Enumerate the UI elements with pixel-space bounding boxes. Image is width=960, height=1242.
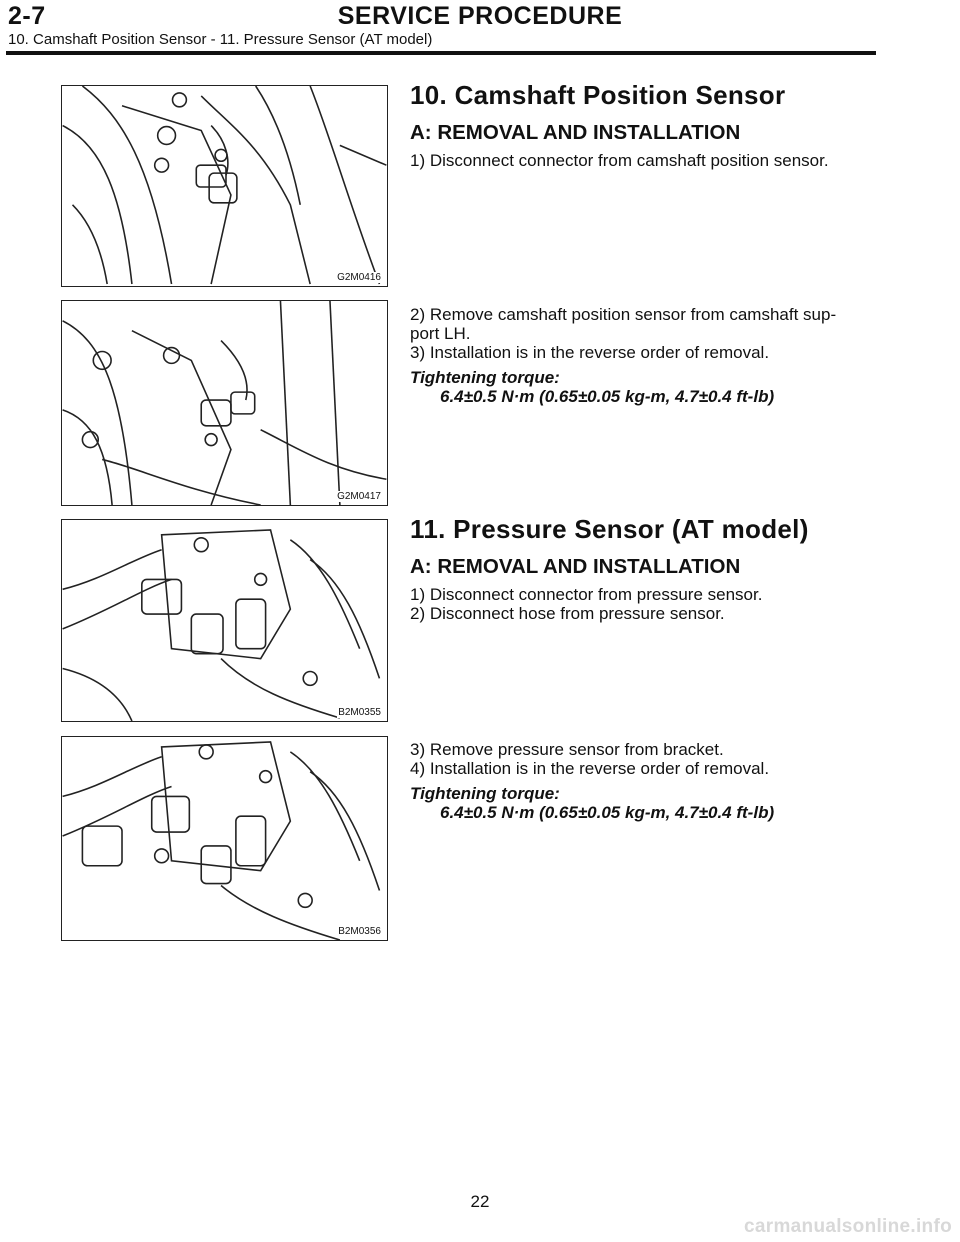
step-text: 2) Remove camshaft position sensor from camshaft sup- bbox=[410, 305, 837, 324]
figure-pressure-sensor-connector bbox=[61, 519, 388, 722]
figure-code: G2M0416 bbox=[337, 272, 381, 283]
watermark: carmanualsonline.info bbox=[744, 1216, 952, 1237]
section-10-continued bbox=[410, 305, 895, 406]
figure-illustration bbox=[62, 520, 387, 721]
torque-value: 6.4±0.5 N·m (0.65±0.05 kg-m, 4.7±0.4 ft-lb) bbox=[440, 803, 775, 822]
torque-label: Tightening torque: bbox=[410, 368, 560, 387]
figure-code: G2M0417 bbox=[337, 491, 381, 502]
figure-illustration bbox=[62, 301, 387, 505]
section-10 bbox=[410, 80, 895, 170]
step-text: 3) Remove pressure sensor from bracket. bbox=[410, 740, 724, 759]
figure-illustration bbox=[62, 737, 387, 940]
step-text: 2) Disconnect hose from pressure sensor. bbox=[410, 604, 725, 623]
header-rule bbox=[6, 51, 876, 55]
section-11-subtitle: A: REMOVAL AND INSTALLATION bbox=[410, 555, 741, 578]
step-text: 3) Installation is in the reverse order of removal. bbox=[410, 343, 770, 362]
figure-camshaft-sensor-removal bbox=[61, 300, 388, 506]
figure-pressure-sensor-removal bbox=[61, 736, 388, 941]
torque-value: 6.4±0.5 N·m (0.65±0.05 kg-m, 4.7±0.4 ft-lb) bbox=[440, 387, 775, 406]
section-10-subtitle: A: REMOVAL AND INSTALLATION bbox=[410, 121, 741, 144]
page-header-title: SERVICE PROCEDURE bbox=[337, 2, 623, 30]
page-header-subtitle: 10. Camshaft Position Sensor - 11. Pressure Sensor (AT model) bbox=[8, 31, 433, 48]
section-10-title: 10. Camshaft Position Sensor bbox=[410, 80, 786, 110]
figure-code: B2M0355 bbox=[338, 707, 381, 718]
section-number: 2-7 bbox=[8, 2, 46, 30]
figure-camshaft-sensor-connector bbox=[61, 85, 388, 287]
step-text: port LH. bbox=[410, 324, 471, 343]
section-11-continued bbox=[410, 740, 895, 822]
torque-label: Tightening torque: bbox=[410, 784, 560, 803]
step-text: 1) Disconnect connector from pressure sensor. bbox=[410, 585, 763, 604]
step-text: 1) Disconnect connector from camshaft position sensor. bbox=[410, 151, 829, 170]
figure-illustration bbox=[62, 86, 387, 286]
section-11 bbox=[410, 514, 895, 623]
step-text: 4) Installation is in the reverse order of removal. bbox=[410, 759, 770, 778]
page-number: 22 bbox=[470, 1192, 490, 1211]
figure-code: B2M0356 bbox=[338, 926, 381, 937]
section-11-title: 11. Pressure Sensor (AT model) bbox=[410, 514, 809, 544]
